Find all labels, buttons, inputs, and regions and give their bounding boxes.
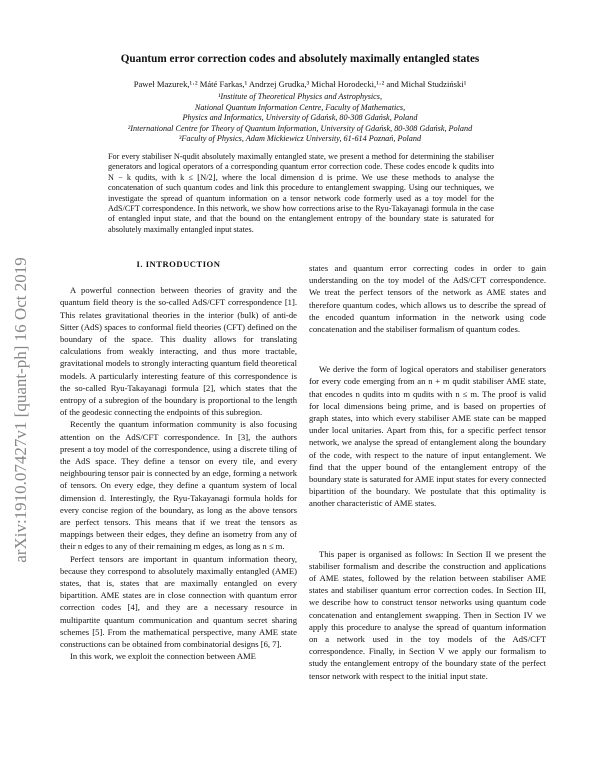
abstract: For every stabiliser N-qudit absolutely maximally entangled state, we present a method for determining the stabiliser generators and logical operators of a corresponding quantum error correction code. These codes encode k qudits into N − k qudits, with k ≤ ⌊N/2⌋, where the local dimension d is prime. We use these methods to analyse the concatenation of such quantum codes and link this procedure to entanglement swapping. Using our techniques, we investigate the spread of quantum information on a tensor network code formerly used as a toy model for the AdS/CFT correspondence. In this network, we show how corrections arise to the Ryu-Takayanagi formula in the case of entangled input state, and that the bound on the entanglement entropy of the boundary state is saturated for absolutely maximally entangled input states. — [108, 152, 494, 234]
paragraph: This paper is organised as follows: In Section II we present the stabiliser formalism and describe the construction and applications of AME states, followed by the relation between stabiliser AME states and stabiliser quantum error correction codes. In Section III, we describe how to construct tensor networks using quantum code concatenation and entanglement swapping. Then in Section IV we apply this procedure to analyse the spread of quantum information on a network used in the toy models of the AdS/CFT correspondence. Finally, in Section V we apply our formalism to study the entanglement entropy of the boundary state of the perfect tensor network with respect to the initial input state. — [309, 548, 546, 681]
affiliation: Physics and Informatics, University of Gdańsk, 80-308 Gdańsk, Poland — [182, 113, 418, 122]
paragraph: states and quantum error correcting codes in order to gain understanding on the toy model of the AdS/CFT correspondence. We treat the perfect tensors of the network as AME states and therefore quantum codes, which allows us to describe the spread of the encoded quantum information in the network using code concatenation and the stabiliser formalism of quantum codes. — [309, 263, 546, 335]
paragraph: A powerful connection between theories of gravity and the quantum field theory is the so-called AdS/CFT correspondence [1]. This relates gravitational theories in the interior (bulk) of anti-de Sitter (AdS) spaces to conformal field theories (CFT) defined on the boundary of the space. This duality allows for translating calculations from weakly interacting, and thus more tractable, gravitational models to strongly interacting quantum field theoretical models. A particularly interesting feature of this correspondence is the so-called Ryu-Takayanagi formula [2], which states that the entropy of a subregion of the boundary is proportional to the length of the geodesic connecting the endpoints of this subregion. — [60, 285, 297, 418]
paragraph: In this work, we exploit the connection between AME — [70, 651, 256, 662]
paper-title: Quantum error correction codes and absolutely maximally entangled states — [120, 53, 480, 65]
paragraph: Recently the quantum information community is also focusing attention on the AdS/CFT correspondence. In [3], the authors present a toy model of the correspondence, using a discrete tiling of the AdS space. They define a tensor on every tile, and every neighbouring tensor pair is connected by an edge, forming a network of tensors. On every edge, they define a quantum system of local dimension d. Interestingly, the Ryu-Takayanagi formula holds for every concise region of the boundary, as long as the above tensors are perfect tensors. This means that if we treat the tensors as mappings between their edges, they define an isometry from any of their n edges to any of their remaining m edges, as long as n ≤ m. — [60, 419, 297, 552]
affiliation: ³Faculty of Physics, Adam Mickiewicz University, 61-614 Poznań, Poland — [178, 134, 422, 143]
right-column — [309, 262, 546, 682]
affiliation: ²International Centre for Theory of Quantum Information, University of Gdańsk, 80-308 Gdańsk, Poland — [127, 123, 473, 133]
section-heading: I. INTRODUCTION — [136, 259, 221, 269]
paragraph: Perfect tensors are important in quantum information theory, because they correspond to absolutely maximally entangled (AME) states, that is, states that are maximally entangled on every bipartition. AME states are in close connection with quantum error correction codes [4], and they are a necessary resource in multipartite quantum communication and quantum secret sharing schemes [5]. From the mathematical perspective, many AME state constructions can be obtained from combinatorial designs [6, 7]. — [60, 553, 297, 650]
arxiv-stamp: arXiv:1910.07427v1 [quant-ph] 16 Oct 2019 — [11, 257, 30, 563]
author-list: Paweł Mazurek,¹·² Máté Farkas,¹ Andrzej Grudka,³ Michał Horodecki,¹·² and Michał Studziński¹ — [133, 79, 467, 89]
affiliations — [0, 92, 600, 145]
paragraph: We derive the form of logical operators and stabiliser generators for every code emerging from an n + m qudit stabiliser AME state, that encodes n qudits into m qudits with n ≤ m. The proof is valid for local dimensions being prime, and is based on properties of graph states, into which every stabiliser AME state can be mapped under local unitaries. Apart from this, for a specific perfect tensor network, we analyse the spread of entanglement along the boundary of the code, with respect to the nature of input entanglement. We find that the upper bound of the entanglement entropy of the boundary state is saturated for AME input states for every connected bipartition of the boundary. We postulate that this optimality is another characteristic of AME states. — [309, 364, 546, 509]
left-column — [60, 258, 297, 663]
affiliation: National Quantum Information Centre, Faculty of Mathematics, — [194, 102, 406, 112]
affiliation: ¹Institute of Theoretical Physics and Astrophysics, — [217, 92, 383, 101]
